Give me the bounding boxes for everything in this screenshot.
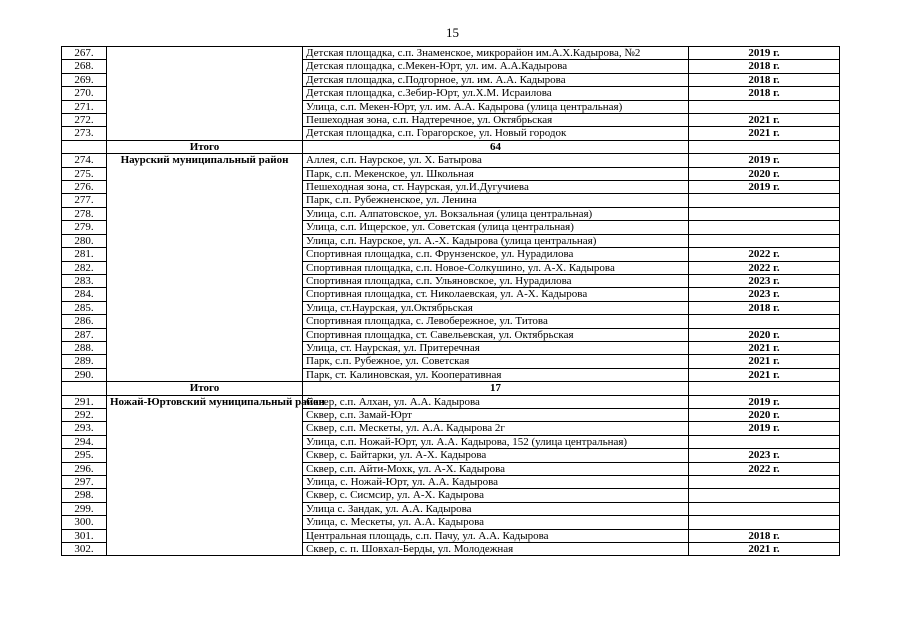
row-number: 301. bbox=[62, 529, 107, 542]
object-description: Спортивная площадка, ст. Савельевская, ул. Октябрьская bbox=[303, 328, 689, 341]
row-number: 270. bbox=[62, 87, 107, 100]
object-description: Аллея, с.п. Наурское, ул. Х. Батырова bbox=[303, 154, 689, 167]
row-number: 277. bbox=[62, 194, 107, 207]
object-description: Спортивная площадка, с.п. Новое-Солкушино, ул. А-Х. Кадырова bbox=[303, 261, 689, 274]
object-description: Улица, с.п. Мекен-Юрт, ул. им. А.А. Кадырова (улица центральная) bbox=[303, 100, 689, 113]
completion-year bbox=[689, 234, 840, 247]
object-description: Пешеходная зона, ст. Наурская, ул.И.Дугучиева bbox=[303, 181, 689, 194]
row-number: 279. bbox=[62, 221, 107, 234]
object-description: Парк, с.п. Рубежное, ул. Советская bbox=[303, 355, 689, 368]
completion-year: 2019 г. bbox=[689, 395, 840, 408]
object-description: Парк, ст. Калиновская, ул. Кооперативная bbox=[303, 368, 689, 381]
object-description: Сквер, с. Сисмсир, ул. А-Х. Кадырова bbox=[303, 489, 689, 502]
completion-year bbox=[689, 435, 840, 448]
completion-year: 2023 г. bbox=[689, 274, 840, 287]
total-row bbox=[62, 382, 840, 395]
row-number: 295. bbox=[62, 449, 107, 462]
row-number: 290. bbox=[62, 368, 107, 381]
total-label: Итого bbox=[107, 382, 303, 395]
object-description: Улица, с.п. Ножай-Юрт, ул. А.А. Кадырова, 152 (улица центральная) bbox=[303, 435, 689, 448]
total-row-number bbox=[62, 140, 107, 153]
row-number: 284. bbox=[62, 288, 107, 301]
total-value: 17 bbox=[303, 382, 689, 395]
completion-year: 2020 г. bbox=[689, 328, 840, 341]
district-name bbox=[107, 47, 303, 141]
total-value: 64 bbox=[303, 140, 689, 153]
object-description: Спортивная площадка, с.п. Фрунзенское, ул. Нурадилова bbox=[303, 248, 689, 261]
object-description: Детская площадка, с.Подгорное, ул. им. А.А. Кадырова bbox=[303, 73, 689, 86]
object-description: Улица, с. Ножай-Юрт, ул. А.А. Кадырова bbox=[303, 476, 689, 489]
row-number: 269. bbox=[62, 73, 107, 86]
completion-year: 2021 г. bbox=[689, 355, 840, 368]
row-number: 281. bbox=[62, 248, 107, 261]
completion-year bbox=[689, 221, 840, 234]
row-number: 280. bbox=[62, 234, 107, 247]
row-number: 300. bbox=[62, 516, 107, 529]
row-number: 288. bbox=[62, 341, 107, 354]
completion-year: 2019 г. bbox=[689, 154, 840, 167]
object-description: Сквер, с.п. Мескеты, ул. А.А. Кадырова 2г bbox=[303, 422, 689, 435]
completion-year bbox=[689, 100, 840, 113]
completion-year: 2022 г. bbox=[689, 248, 840, 261]
row-number: 296. bbox=[62, 462, 107, 475]
object-description: Спортивная площадка, с. Левобережное, ул. Титова bbox=[303, 315, 689, 328]
completion-year: 2021 г. bbox=[689, 543, 840, 556]
completion-year bbox=[689, 476, 840, 489]
object-description: Парк, с.п. Рубежненское, ул. Ленина bbox=[303, 194, 689, 207]
object-description: Улица с. Зандак, ул. А.А. Кадырова bbox=[303, 502, 689, 515]
object-description: Улица, с. Мескеты, ул. А.А. Кадырова bbox=[303, 516, 689, 529]
completion-year bbox=[689, 516, 840, 529]
completion-year: 2018 г. bbox=[689, 73, 840, 86]
completion-year: 2023 г. bbox=[689, 288, 840, 301]
page-number: 15 bbox=[446, 25, 459, 40]
row-number: 276. bbox=[62, 181, 107, 194]
completion-year: 2021 г. bbox=[689, 127, 840, 140]
row-number: 287. bbox=[62, 328, 107, 341]
object-description: Пешеходная зона, с.п. Надтеречное, ул. Октябрьская bbox=[303, 114, 689, 127]
district-name: Ножай-Юртовский муниципальный район bbox=[107, 395, 303, 556]
row-number: 268. bbox=[62, 60, 107, 73]
completion-year: 2018 г. bbox=[689, 301, 840, 314]
completion-year: 2018 г. bbox=[689, 87, 840, 100]
object-description: Улица, ст. Наурская, ул. Притеречная bbox=[303, 341, 689, 354]
completion-year: 2020 г. bbox=[689, 408, 840, 421]
object-description: Центральная площадь, с.п. Пачу, ул. А.А. Кадырова bbox=[303, 529, 689, 542]
object-description: Сквер, с.п. Айти-Мохк, ул. А-Х. Кадырова bbox=[303, 462, 689, 475]
object-description: Улица, с.п. Ищерское, ул. Советская (улица центральная) bbox=[303, 221, 689, 234]
row-number: 271. bbox=[62, 100, 107, 113]
completion-year: 2019 г. bbox=[689, 422, 840, 435]
completion-year: 2018 г. bbox=[689, 60, 840, 73]
row-number: 292. bbox=[62, 408, 107, 421]
object-description: Сквер, с. п. Шовхал-Берды, ул. Молодежная bbox=[303, 543, 689, 556]
completion-year: 2018 г. bbox=[689, 529, 840, 542]
total-year bbox=[689, 382, 840, 395]
row-number: 272. bbox=[62, 114, 107, 127]
object-description: Спортивная площадка, ст. Николаевская, ул. А-Х. Кадырова bbox=[303, 288, 689, 301]
completion-year: 2021 г. bbox=[689, 368, 840, 381]
row-number: 286. bbox=[62, 315, 107, 328]
object-description: Спортивная площадка, с.п. Ульяновское, ул. Нурадилова bbox=[303, 274, 689, 287]
row-number: 285. bbox=[62, 301, 107, 314]
completion-year: 2019 г. bbox=[689, 47, 840, 60]
row-number: 299. bbox=[62, 502, 107, 515]
completion-year: 2022 г. bbox=[689, 462, 840, 475]
completion-year bbox=[689, 315, 840, 328]
object-description: Сквер, с. Байтарки, ул. А-Х. Кадырова bbox=[303, 449, 689, 462]
row-number: 274. bbox=[62, 154, 107, 167]
row-number: 273. bbox=[62, 127, 107, 140]
total-year bbox=[689, 140, 840, 153]
object-description: Сквер, с.п. Замай-Юрт bbox=[303, 408, 689, 421]
object-description: Улица, ст.Наурская, ул.Октябрьская bbox=[303, 301, 689, 314]
object-description: Парк, с.п. Мекенское, ул. Школьная bbox=[303, 167, 689, 180]
table-row bbox=[62, 154, 840, 167]
row-number: 302. bbox=[62, 543, 107, 556]
table-row bbox=[62, 395, 840, 408]
objects-table bbox=[61, 46, 840, 556]
completion-year bbox=[689, 502, 840, 515]
object-description: Детская площадка, с.п. Знаменское, микрорайон им.А.Х.Кадырова, №2 bbox=[303, 47, 689, 60]
completion-year: 2022 г. bbox=[689, 261, 840, 274]
completion-year: 2019 г. bbox=[689, 181, 840, 194]
object-description: Детская площадка, с.Мекен-Юрт, ул. им. А.А.Кадырова bbox=[303, 60, 689, 73]
row-number: 283. bbox=[62, 274, 107, 287]
table-row bbox=[62, 47, 840, 60]
object-description: Детская площадка, с.Зебир-Юрт, ул.Х.М. Исраилова bbox=[303, 87, 689, 100]
row-number: 282. bbox=[62, 261, 107, 274]
row-number: 291. bbox=[62, 395, 107, 408]
objects-table-body bbox=[62, 47, 840, 556]
row-number: 298. bbox=[62, 489, 107, 502]
row-number: 267. bbox=[62, 47, 107, 60]
district-name: Наурский муниципальный район bbox=[107, 154, 303, 382]
row-number: 294. bbox=[62, 435, 107, 448]
completion-year bbox=[689, 194, 840, 207]
object-description: Улица, с.п. Алпатовское, ул. Вокзальная (улица центральная) bbox=[303, 207, 689, 220]
completion-year: 2021 г. bbox=[689, 114, 840, 127]
object-description: Детская площадка, с.п. Горагорское, ул. Новый городок bbox=[303, 127, 689, 140]
completion-year bbox=[689, 489, 840, 502]
total-row-number bbox=[62, 382, 107, 395]
row-number: 275. bbox=[62, 167, 107, 180]
completion-year: 2023 г. bbox=[689, 449, 840, 462]
completion-year bbox=[689, 207, 840, 220]
object-description: Сквер, с.п. Алхан, ул. А.А. Кадырова bbox=[303, 395, 689, 408]
total-label: Итого bbox=[107, 140, 303, 153]
completion-year: 2021 г. bbox=[689, 341, 840, 354]
row-number: 289. bbox=[62, 355, 107, 368]
row-number: 293. bbox=[62, 422, 107, 435]
row-number: 297. bbox=[62, 476, 107, 489]
row-number: 278. bbox=[62, 207, 107, 220]
object-description: Улица, с.п. Наурское, ул. А.-Х. Кадырова (улица центральная) bbox=[303, 234, 689, 247]
completion-year: 2020 г. bbox=[689, 167, 840, 180]
total-row bbox=[62, 140, 840, 153]
